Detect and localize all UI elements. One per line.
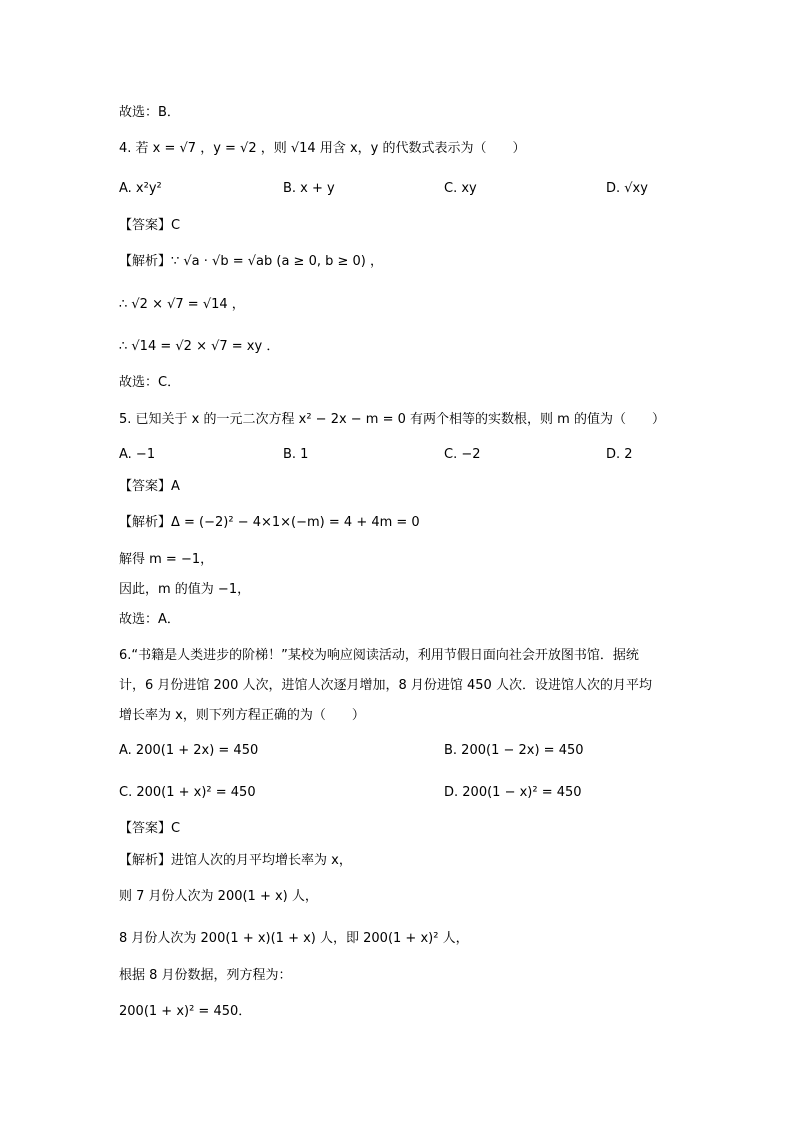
q6-option-c: C. 200(1 + x)² = 450 — [119, 785, 256, 800]
q6-explanation-3: 8 月份人次为 200(1 + x)(1 + x) 人，即 200(1 + x)² 人， — [119, 931, 469, 946]
q5-explanation-2: 解得 m = −1， — [119, 552, 214, 567]
q5-explanation-3: 因此，m 的值为 −1， — [119, 582, 251, 597]
q4-answer: 【答案】C — [119, 218, 181, 233]
q4-option-c: C. xy — [444, 181, 477, 196]
q6-explanation-5: 200(1 + x)² = 450． — [119, 1004, 252, 1019]
q6-question-line-1: 6.“书籍是人类进步的阶梯！”某校为响应阅读活动，利用节假日面向社会开放图书馆．据统 — [119, 648, 639, 663]
q6-question-line-2: 计，6 月份进馆 200 人次，进馆人次逐月增加，8 月份进馆 450 人次．设进馆人次的月平均 — [119, 678, 652, 693]
q6-explanation-1: 【解析】进馆人次的月平均增长率为 x， — [119, 853, 352, 868]
q4-conclusion: 故选：C． — [119, 375, 181, 390]
q6-explanation-4: 根据 8 月份数据，列方程为： — [119, 968, 292, 983]
q5-question: 5. 已知关于 x 的一元二次方程 x² − 2x − m = 0 有两个相等的实数根，则 m 的值为（ ） — [119, 412, 665, 427]
q6-option-a: A. 200(1 + 2x) = 450 — [119, 743, 259, 758]
q6-question-line-3: 增长率为 x，则下列方程正确的为（ ） — [119, 708, 365, 723]
q5-option-b: B. 1 — [283, 447, 309, 462]
q4-option-b: B. x + y — [283, 181, 335, 196]
q4-explanation-3: ∴ √14 = √2 × √7 = xy ． — [119, 339, 280, 354]
q4-option-d: D. √xy — [606, 181, 648, 196]
q5-explanation-1: 【解析】Δ = (−2)² − 4×1×(−m) = 4 + 4m = 0 — [119, 515, 420, 530]
q6-option-b: B. 200(1 − 2x) = 450 — [444, 743, 584, 758]
q5-conclusion: 故选：A． — [119, 612, 180, 627]
q4-option-a: A. x²y² — [119, 181, 162, 196]
q3-conclusion: 故选：B． — [119, 105, 180, 120]
q6-answer: 【答案】C — [119, 821, 181, 836]
q5-option-d: D. 2 — [606, 447, 633, 462]
q5-option-c: C. −2 — [444, 447, 481, 462]
q4-explanation-1: 【解析】∵ √a · √b = √ab (a ≥ 0, b ≥ 0) ， — [119, 254, 383, 269]
q6-option-d: D. 200(1 − x)² = 450 — [444, 785, 582, 800]
q5-option-a: A. −1 — [119, 447, 156, 462]
q4-question: 4. 若 x = √7 ，y = √2 ，则 √14 用含 x，y 的代数式表示为（ ） — [119, 141, 526, 156]
q6-explanation-2: 则 7 月份人次为 200(1 + x) 人， — [119, 889, 318, 904]
q5-answer: 【答案】A — [119, 479, 180, 494]
q4-explanation-2: ∴ √2 × √7 = √14 ， — [119, 297, 245, 312]
